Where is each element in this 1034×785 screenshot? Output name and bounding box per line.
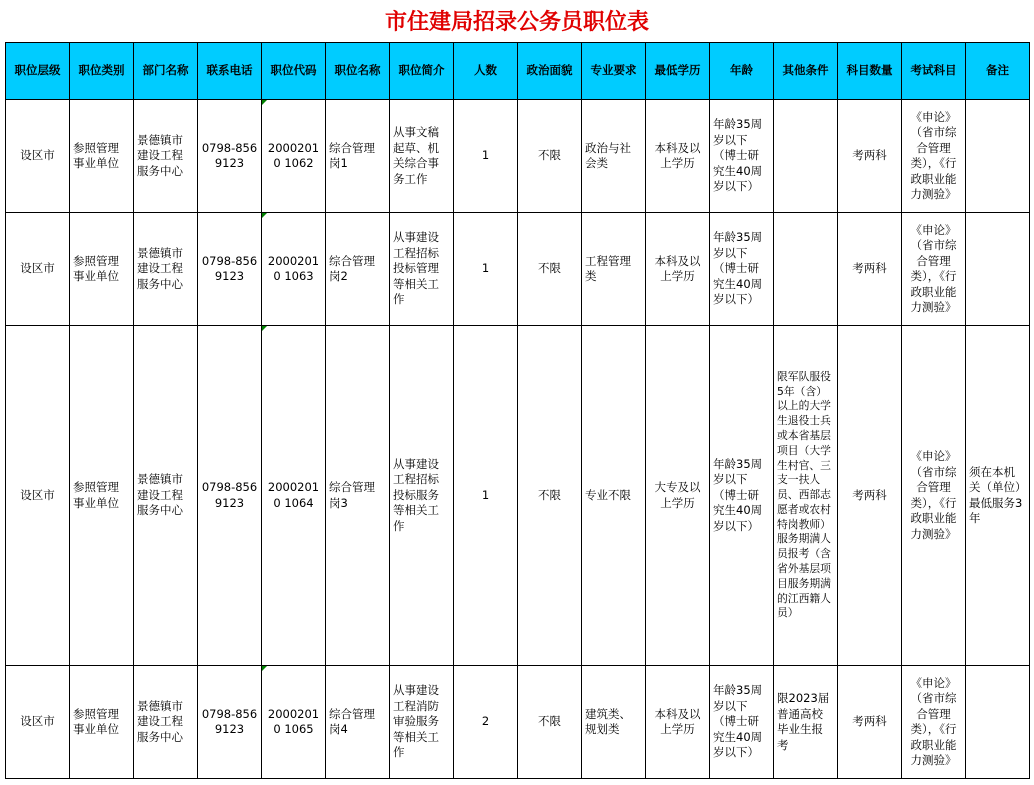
cell-remark — [966, 100, 1030, 213]
cell-age: 年龄35周岁以下（博士研究生40周岁以下） — [710, 213, 774, 326]
cell-intro: 从事建设工程招标投标服务等相关工作 — [390, 326, 454, 666]
cell-education: 本科及以上学历 — [646, 100, 710, 213]
header-remark: 备注 — [966, 43, 1030, 100]
cell-name: 综合管理岗2 — [326, 213, 390, 326]
cell-level: 设区市 — [6, 100, 70, 213]
cell-count: 1 — [454, 213, 518, 326]
cell-count: 2 — [454, 666, 518, 779]
cell-phone: 0798-8569123 — [198, 666, 262, 779]
cell-subjects-count: 考两科 — [838, 326, 902, 666]
cell-subjects-count: 考两科 — [838, 100, 902, 213]
cell-politics: 不限 — [518, 100, 582, 213]
cell-department: 景德镇市建设工程服务中心 — [134, 100, 198, 213]
cell-age: 年龄35周岁以下（博士研究生40周岁以下） — [710, 666, 774, 779]
cell-other — [774, 100, 838, 213]
cell-education: 大专及以上学历 — [646, 326, 710, 666]
header-subjects-count: 科目数量 — [838, 43, 902, 100]
table-row — [6, 666, 1030, 779]
cell-major: 工程管理类 — [582, 213, 646, 326]
cell-code: 20002010 1062 — [262, 100, 326, 213]
cell-department: 景德镇市建设工程服务中心 — [134, 326, 198, 666]
cell-major: 政治与社会类 — [582, 100, 646, 213]
cell-phone: 0798-8569123 — [198, 213, 262, 326]
cell-other: 限2023届普通高校毕业生报考 — [774, 666, 838, 779]
job-table — [5, 42, 1030, 779]
cell-count: 1 — [454, 100, 518, 213]
cell-remark — [966, 666, 1030, 779]
header-age: 年龄 — [710, 43, 774, 100]
cell-remark — [966, 213, 1030, 326]
cell-remark: 须在本机关（单位）最低服务3年 — [966, 326, 1030, 666]
cell-subjects: 《申论》（省市综合管理类），《行政职业能力测验》 — [902, 213, 966, 326]
cell-politics: 不限 — [518, 666, 582, 779]
table-row — [6, 100, 1030, 213]
cell-age: 年龄35周岁以下（博士研究生40周岁以下） — [710, 100, 774, 213]
header-major: 专业要求 — [582, 43, 646, 100]
cell-name: 综合管理岗4 — [326, 666, 390, 779]
cell-code: 20002010 1063 — [262, 213, 326, 326]
cell-subjects-count: 考两科 — [838, 213, 902, 326]
header-row — [6, 43, 1030, 100]
header-education: 最低学历 — [646, 43, 710, 100]
cell-level: 设区市 — [6, 213, 70, 326]
header-phone: 联系电话 — [198, 43, 262, 100]
header-count: 人数 — [454, 43, 518, 100]
cell-phone: 0798-8569123 — [198, 326, 262, 666]
header-subjects: 考试科目 — [902, 43, 966, 100]
cell-other — [774, 213, 838, 326]
cell-education: 本科及以上学历 — [646, 666, 710, 779]
header-politics: 政治面貌 — [518, 43, 582, 100]
header-intro: 职位简介 — [390, 43, 454, 100]
cell-category: 参照管理事业单位 — [70, 326, 134, 666]
table-row — [6, 326, 1030, 666]
header-level: 职位层级 — [6, 43, 70, 100]
cell-intro: 从事建设工程消防审验服务等相关工作 — [390, 666, 454, 779]
cell-subjects: 《申论》（省市综合管理类），《行政职业能力测验》 — [902, 100, 966, 213]
cell-count: 1 — [454, 326, 518, 666]
cell-other: 限军队服役5年（含）以上的大学生退役士兵或本省基层项目（大学生村官、三支一扶人员、西部志愿者或农村特岗教师）服务期满人员报考（含省外基层项目服务期满的江西籍人员） — [774, 326, 838, 666]
cell-politics: 不限 — [518, 213, 582, 326]
cell-department: 景德镇市建设工程服务中心 — [134, 213, 198, 326]
cell-name: 综合管理岗3 — [326, 326, 390, 666]
cell-level: 设区市 — [6, 666, 70, 779]
cell-category: 参照管理事业单位 — [70, 213, 134, 326]
cell-subjects-count: 考两科 — [838, 666, 902, 779]
cell-name: 综合管理岗1 — [326, 100, 390, 213]
cell-subjects: 《申论》（省市综合管理类），《行政职业能力测验》 — [902, 666, 966, 779]
header-department: 部门名称 — [134, 43, 198, 100]
page-title: 市住建局招录公务员职位表 — [384, 9, 649, 35]
cell-phone: 0798-8569123 — [198, 100, 262, 213]
cell-code: 20002010 1065 — [262, 666, 326, 779]
cell-code: 20002010 1064 — [262, 326, 326, 666]
header-other: 其他条件 — [774, 43, 838, 100]
cell-level: 设区市 — [6, 326, 70, 666]
cell-department: 景德镇市建设工程服务中心 — [134, 666, 198, 779]
cell-education: 本科及以上学历 — [646, 213, 710, 326]
cell-intro: 从事文稿起草、机关综合事务工作 — [390, 100, 454, 213]
cell-major: 专业不限 — [582, 326, 646, 666]
cell-category: 参照管理事业单位 — [70, 100, 134, 213]
cell-age: 年龄35周岁以下（博士研究生40周岁以下） — [710, 326, 774, 666]
cell-category: 参照管理事业单位 — [70, 666, 134, 779]
header-code: 职位代码 — [262, 43, 326, 100]
cell-politics: 不限 — [518, 326, 582, 666]
header-name: 职位名称 — [326, 43, 390, 100]
cell-subjects: 《申论》（省市综合管理类），《行政职业能力测验》 — [902, 326, 966, 666]
table-row — [6, 213, 1030, 326]
header-category: 职位类别 — [70, 43, 134, 100]
cell-major: 建筑类、规划类 — [582, 666, 646, 779]
cell-intro: 从事建设工程招标投标管理等相关工作 — [390, 213, 454, 326]
